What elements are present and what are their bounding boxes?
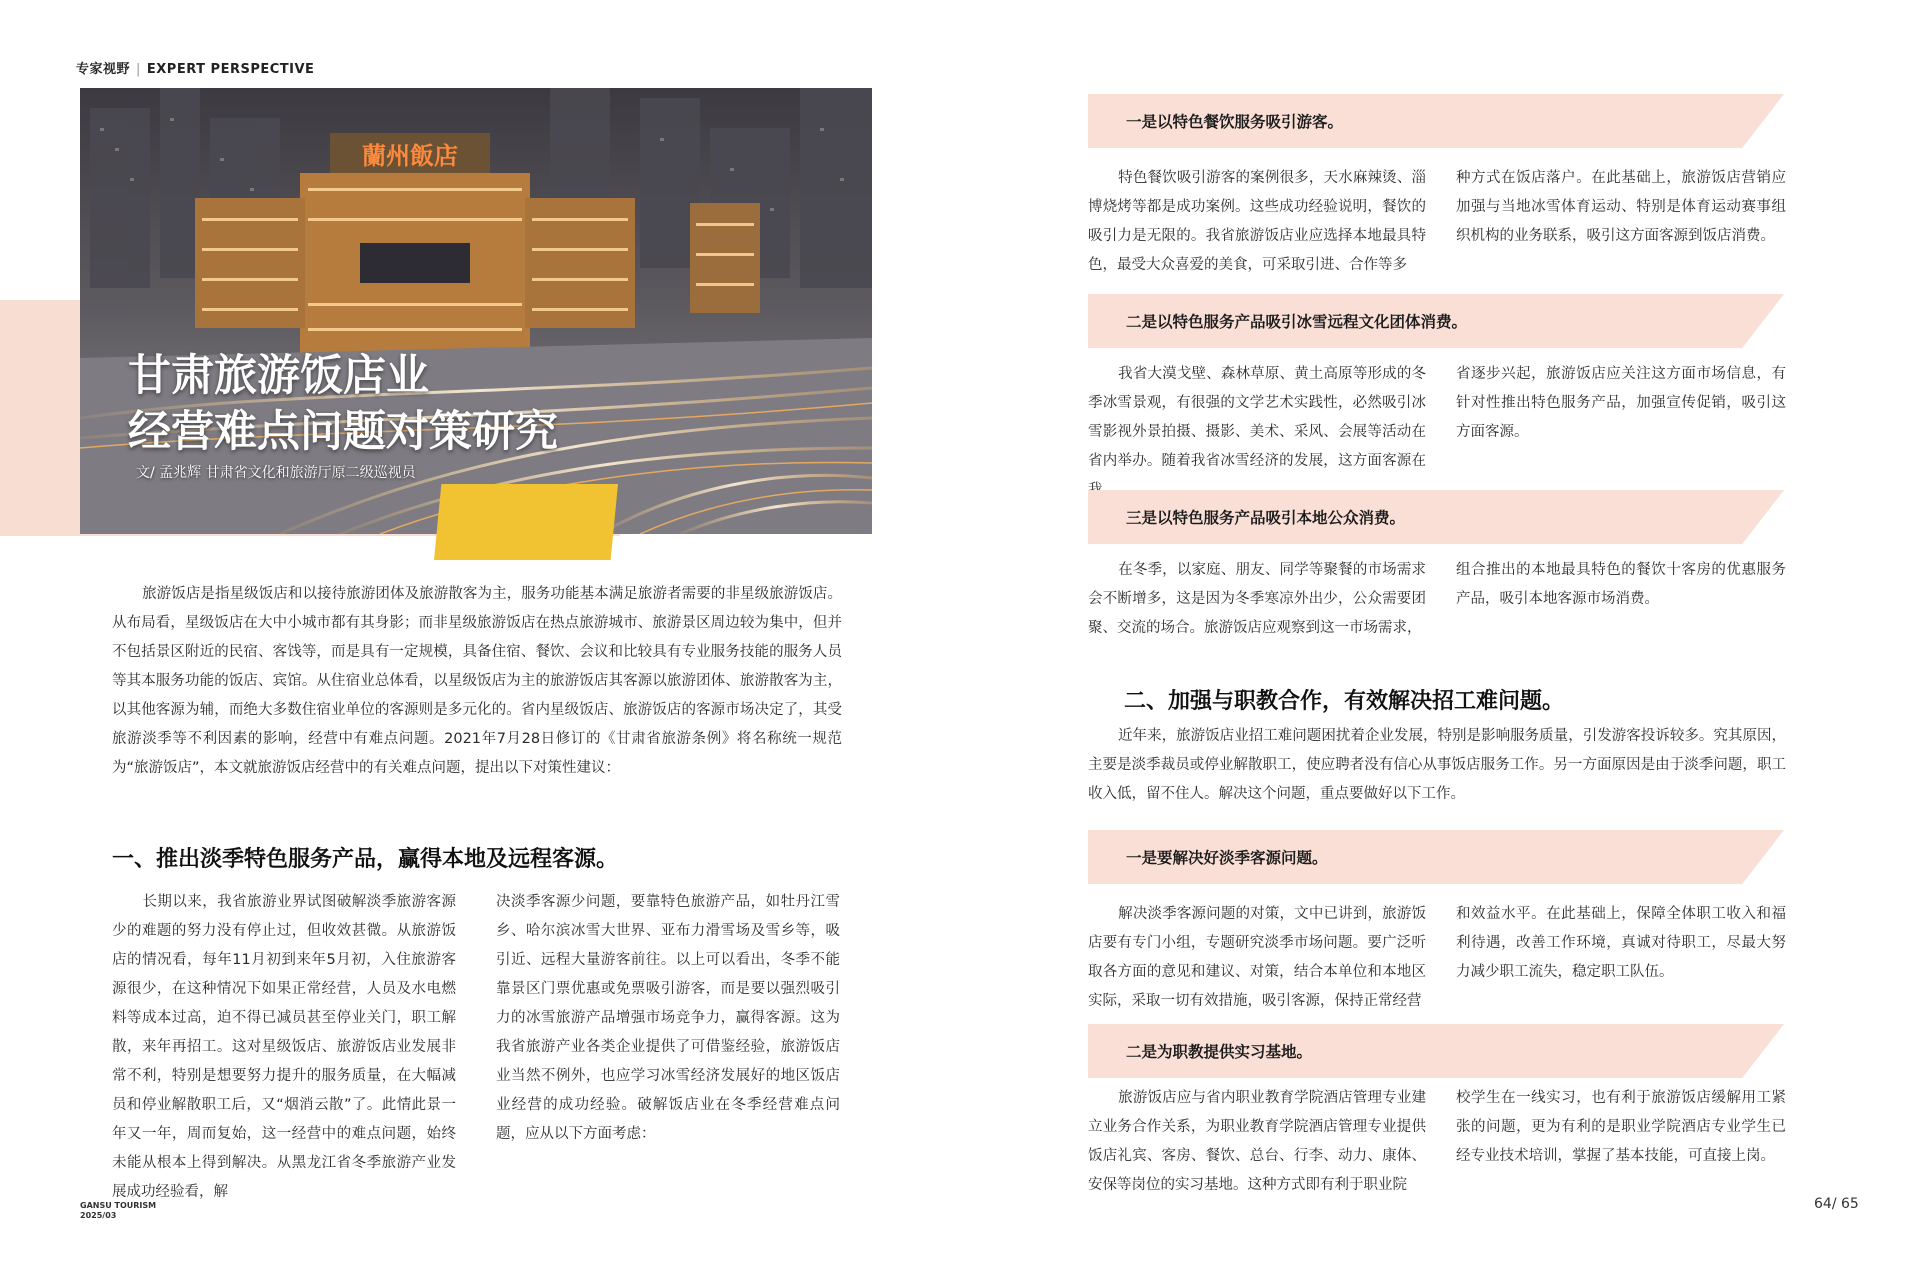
hotel-sign: 蘭州飯店 bbox=[362, 141, 458, 170]
sub-4-column-1 bbox=[1088, 900, 1426, 1016]
section-separator: | bbox=[136, 62, 141, 77]
sub-1-col1-text: 特色餐饮吸引游客的案例很多，天水麻辣烫、淄博烧烤等都是成功案例。这些成功经验说明，餐饮的吸引力是无限的。我省旅游饭店业应选择本地最具特色，最受大众喜爱的美食，可采取引进、合作等多 bbox=[1088, 170, 1426, 273]
section-tag bbox=[76, 58, 314, 77]
footer-issue: 2025/03 bbox=[80, 1211, 117, 1220]
intro-paragraph bbox=[112, 580, 842, 783]
sub-3-column-1 bbox=[1088, 556, 1426, 643]
subhead-5: 二是为职教提供实习基地。 bbox=[1126, 1043, 1313, 1061]
sub-4-column-2: 和效益水平。在此基础上，保障全体职工收入和福利待遇，改善工作环境，真诚对待职工，尽最大努力减少职工流失，稳定职工队伍。 bbox=[1456, 906, 1786, 980]
sub-3-col1-text: 在冬季，以家庭、朋友、同学等聚餐的市场需求会不断增多，这是因为冬季寒凉外出少，公众需要团聚、交流的场合。旅游饭店应观察到这一市场需求， bbox=[1088, 562, 1426, 636]
section-1-column-1 bbox=[112, 888, 456, 1207]
sub-2-col1-text: 我省大漠戈壁、森林草原、黄土高原等形成的冬季冰雪景观，有很强的文学艺术实践性，必然吸引冰雪影视外景拍摄、摄影、美术、采风、会展等活动在省内举办。随着我省冰雪经济的发展，这方面客源在 bbox=[1088, 366, 1426, 469]
article-title bbox=[128, 348, 558, 460]
sub-5-col1-text: 旅游饭店应与省内职业教育学院酒店管理专业建立业务合作关系，为职业教育学院酒店管理专业提供饭店礼宾、客房、餐饮、总台、行李、动力、康体、安保等岗位的实习基地。这种方式即有利于职业院 bbox=[1088, 1090, 1426, 1193]
subhead-3: 三是以特色服务产品吸引本地公众消费。 bbox=[1126, 509, 1406, 527]
footer-magazine-name: GANSU TOURISM bbox=[80, 1201, 157, 1210]
section-2-text: 近年来，旅游饭店业招工难问题困扰着企业发展，特别是影响服务质量，引发游客投诉较多。究其原因，主要是淡季裁员或停业解散职工，使应聘者没有信心从事饭店服务工作。另一方面原因是由于淡季问题，职工收入低，留不住人。解决这个问题，重点要做好以下工作。 bbox=[1088, 728, 1786, 802]
sub-4-col1-text: 解决淡季客源问题的对策，文中已讲到，旅游饭店要有专门小组，专题研究淡季市场问题。要广泛听取各方面的意见和建议、对策，结合本单位和本地区实际，采取一切有效措施，吸引客源，保持正常经营 bbox=[1088, 906, 1426, 1009]
title-line-1: 甘肃旅游饭店业 bbox=[128, 351, 429, 401]
subhead-4: 一是要解决好淡季客源问题。 bbox=[1126, 849, 1328, 867]
yellow-accent-block bbox=[434, 484, 618, 560]
page-number: 64/ 65 bbox=[1814, 1196, 1859, 1212]
sub-1-column-1 bbox=[1088, 164, 1426, 280]
footer-brand bbox=[80, 1201, 156, 1221]
sub-2-column-1 bbox=[1088, 360, 1426, 505]
section-2-heading: 二、加强与职教合作，有效解决招工难问题。 bbox=[1124, 689, 1565, 714]
title-line-2: 经营难点问题对策研究 bbox=[128, 407, 558, 457]
sub-2-column-2: 省逐步兴起，旅游饭店应关注这方面市场信息，有针对性推出特色服务产品，加强宣传促销，吸引这方面客源。 bbox=[1456, 366, 1786, 440]
intro-text: 旅游饭店是指星级饭店和以接待旅游团体及旅游散客为主，服务功能基本满足旅游者需要的非星级旅游饭店。从布局看，星级饭店在大中小城市都有其身影；而非星级旅游饭店在热点旅游城市、旅游景区周边较为集中，但并不包括景区附近的民宿、客饯等，而是具有一定规模，具备住宿、餐饮、会议和比较具有专业服务技能的服务人员等其本服务功能的饭店、宾馆。从住宿业总体看，以星级饭店为主的旅游饭店其客源以旅游团体、旅游散客为主，以其他客源为辅，而绝大多数住宿业单位的客源则是多元化的。省内星级饭店、旅游饭店的客源市场决定了，其受旅游淡季等不利因素的影响，经营中有难点问题。2021年7月28日修订的《甘肃省旅游条例》将名称统一规范为“旅游饭店”，本文就旅游饭店经营中的有关难点问题，提出以下对策性建议： bbox=[112, 586, 842, 776]
section-2-paragraph bbox=[1088, 722, 1786, 809]
section-1-col1-text: 长期以来，我省旅游业界试图破解淡季旅游客源少的难题的努力没有停止过，但收效甚微。从旅游饭店的情况看，每年11月初到来年5月初，入住旅游客源很少，在这种情况下如果正常经营，人员及水电燃料等成本过高，迫不得已减员甚至停业关门，职工解散，来年再招工。这对星级饭店、旅游饭店业发展非常不利，特别是想要努力提升的服务质量，在大幅减员和停业解散职工后，又“烟消云散”了。此情此景一年又一年，周而复始，这一经营中的难点问题，始终未能从根本上得到解决。从黑龙江省冬季旅游产业发展成功经验看，解 bbox=[112, 894, 456, 1200]
section-1-column-2: 决淡季客源少问题，要靠特色旅游产品，如牡丹江雪乡、哈尔滨冰雪大世界、亚布力滑雪场及雪乡等，吸引近、远程大量游客前往。以上可以看出，冬季不能靠景区门票优惠或免票吸引游客，而是要以强烈吸引力的冰雪旅游产品增强市场竞争力，赢得客源。这为我省旅游产业各类企业提供了可借鉴经验，旅游饭店业当然不例外，也应学习冰雪经济发展好的地区饭店业经营的成功经验。破解饭店业在冬季经营难点问题，应从以下方面考虑： bbox=[496, 894, 840, 1142]
section-1-heading: 一、推出淡季特色服务产品，赢得本地及远程客源。 bbox=[112, 847, 619, 872]
sub-5-column-2: 校学生在一线实习，也有利于旅游饭店缓解用工紧张的问题，更为有利的是职业学院酒店专业学生已经专业技术培训，掌握了基本技能，可直接上岗。 bbox=[1456, 1090, 1786, 1164]
sub-5-column-1 bbox=[1088, 1084, 1426, 1200]
sub-3-column-2: 组合推出的本地最具特色的餐饮十客房的优惠服务产品，吸引本地客源市场消费。 bbox=[1456, 562, 1786, 607]
section-tag-cn: 专家视野 bbox=[76, 62, 131, 77]
subhead-2: 二是以特色服务产品吸引冰雪远程文化团体消费。 bbox=[1126, 313, 1468, 331]
sub-1-column-2: 种方式在饭店落户。在此基础上，旅游饭店营销应加强与当地冰雪体育运动、特别是体育运动赛事组织机构的业务联系，吸引这方面客源到饭店消费。 bbox=[1456, 170, 1786, 244]
section-tag-en: EXPERT PERSPECTIVE bbox=[146, 62, 315, 77]
author-byline: 文/ 孟兆辉 甘肃省文化和旅游厅原二级巡视员 bbox=[136, 465, 416, 481]
subhead-1: 一是以特色餐饮服务吸引游客。 bbox=[1126, 113, 1344, 131]
